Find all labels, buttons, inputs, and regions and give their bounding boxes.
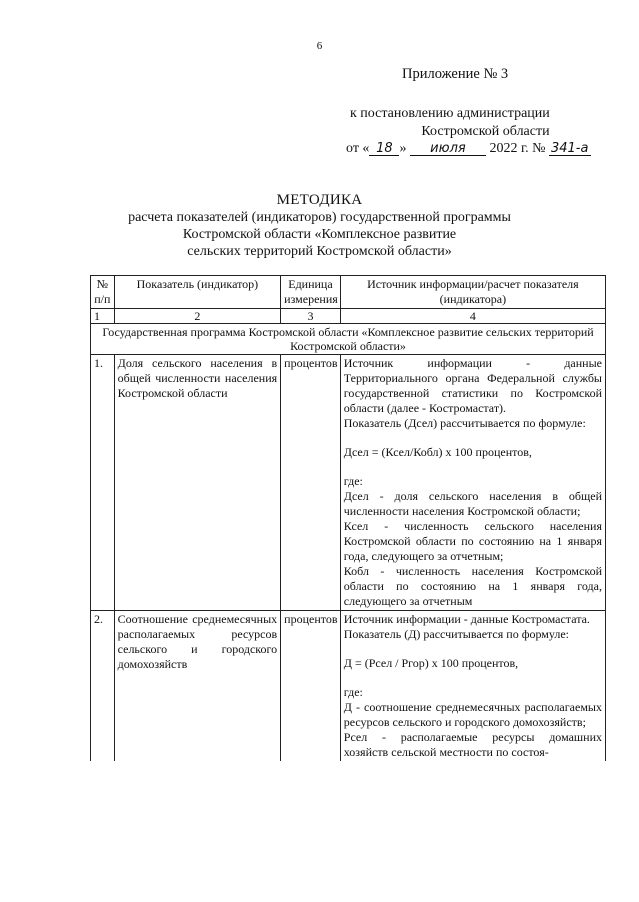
col-number: 3 xyxy=(281,309,341,324)
definition: Рсел - располагаемые ресурсы домашних хозяйств сельской местности по состоя- xyxy=(343,730,602,759)
formula: Д = (Рсел / Ргор) х 100 процентов, xyxy=(343,656,519,670)
definition: Ксел - численность сельского населения Костромской области по состоянию на 1 января года, следующего за отчетным; xyxy=(343,519,602,563)
region-line: Костромской области xyxy=(421,124,550,139)
header-unit: Единица измерения xyxy=(281,276,341,309)
col-number: 2 xyxy=(114,309,281,324)
indicators-table xyxy=(90,275,606,761)
row-unit: процентов xyxy=(281,611,341,762)
source-intro: Источник информации - данные Территориального органа Федеральной службы государственной статистики по Костромской области (далее - Костромастат). xyxy=(343,356,602,415)
col-number: 1 xyxy=(91,309,115,324)
date-month-handwritten: июля xyxy=(410,142,486,156)
program-row xyxy=(91,324,606,355)
calc-intro: Показатель (Д) рассчитывается по формуле: xyxy=(343,627,569,641)
date-day-handwritten: 18 xyxy=(369,142,399,156)
date-year: 2022 г. № xyxy=(489,141,546,156)
doc-subtitle-line2: Костромской области «Комплексное развитие xyxy=(182,227,457,242)
header-num: № п/п xyxy=(91,276,115,309)
date-line xyxy=(346,141,591,157)
row-unit: процентов xyxy=(281,355,341,611)
row-indicator: Доля сельского населения в общей численности населения Костромской области xyxy=(114,355,281,611)
row-source xyxy=(340,355,605,611)
source-intro: Источник информации - данные Костромастата. xyxy=(343,612,590,626)
table-row xyxy=(91,355,606,611)
doc-subtitle-line3: сельских территорий Костромской области» xyxy=(187,244,452,259)
doc-number-handwritten: 341-а xyxy=(549,142,591,156)
row-indicator: Соотношение среднемесячных располагаемых ресурсов сельского и городского домохозяйств xyxy=(114,611,281,762)
table-header-row xyxy=(91,276,606,309)
definition: Д - соотношение среднемесячных располагаемых ресурсов сельского и городского домохозяйств; xyxy=(343,700,602,729)
row-source xyxy=(340,611,605,762)
appendix-label: Приложение № 3 xyxy=(402,66,509,82)
row-num: 1. xyxy=(91,355,115,611)
where-label: где: xyxy=(343,474,363,488)
date-mid: » xyxy=(399,141,407,156)
where-label: где: xyxy=(343,685,363,699)
col-number: 4 xyxy=(340,309,605,324)
column-number-row xyxy=(91,309,606,324)
resolution-line: к постановлению администрации xyxy=(350,106,550,121)
header-source: Источник информации/расчет показателя (индикатора) xyxy=(340,276,605,309)
doc-title: МЕТОДИКА xyxy=(276,192,363,208)
calc-intro: Показатель (Дсел) рассчитывается по формуле: xyxy=(343,416,586,430)
page-number: 6 xyxy=(316,40,323,52)
definition: Дсел - доля сельского населения в общей численности населения Костромской области; xyxy=(343,489,602,518)
row-num: 2. xyxy=(91,611,115,762)
program-title: Государственная программа Костромской области «Комплексное развитие сельских территорий Костромской области» xyxy=(91,324,606,355)
table-row xyxy=(91,611,606,762)
definition: Кобл - численность населения Костромской области по состоянию на 1 января года, следующего за отчетным xyxy=(343,564,602,608)
date-prefix: от « xyxy=(346,141,370,156)
doc-subtitle-line1: расчета показателей (индикаторов) государственной программы xyxy=(128,210,511,225)
header-indicator: Показатель (индикатор) xyxy=(114,276,281,309)
formula: Дсел = (Ксел/Кобл) х 100 процентов, xyxy=(343,445,532,459)
